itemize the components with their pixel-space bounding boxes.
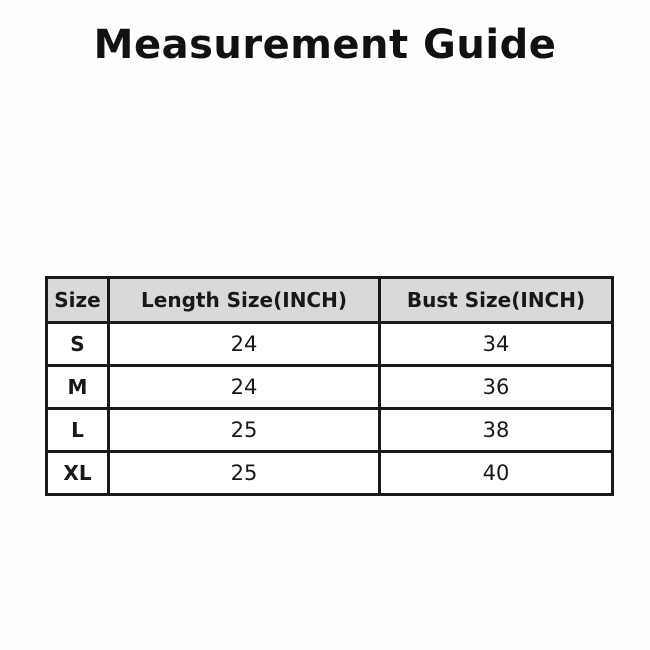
cell-bust: 34 <box>380 323 613 366</box>
cell-length: 25 <box>109 409 380 452</box>
table-header-row <box>47 278 613 323</box>
cell-length: 24 <box>109 366 380 409</box>
page-title: Measurement Guide <box>93 22 557 68</box>
header-cell-bust: Bust Size(INCH) <box>380 278 613 323</box>
header-cell-length: Length Size(INCH) <box>109 278 380 323</box>
header-cell-size: Size <box>47 278 109 323</box>
measurement-table <box>45 276 614 496</box>
table-row <box>47 409 613 452</box>
cell-length: 24 <box>109 323 380 366</box>
cell-length: 25 <box>109 452 380 495</box>
cell-bust: 38 <box>380 409 613 452</box>
cell-bust: 36 <box>380 366 613 409</box>
cell-size: L <box>47 409 109 452</box>
cell-size: S <box>47 323 109 366</box>
table-row <box>47 323 613 366</box>
cell-size: XL <box>47 452 109 495</box>
cell-size: M <box>47 366 109 409</box>
table-row <box>47 366 613 409</box>
table-row <box>47 452 613 495</box>
cell-bust: 40 <box>380 452 613 495</box>
